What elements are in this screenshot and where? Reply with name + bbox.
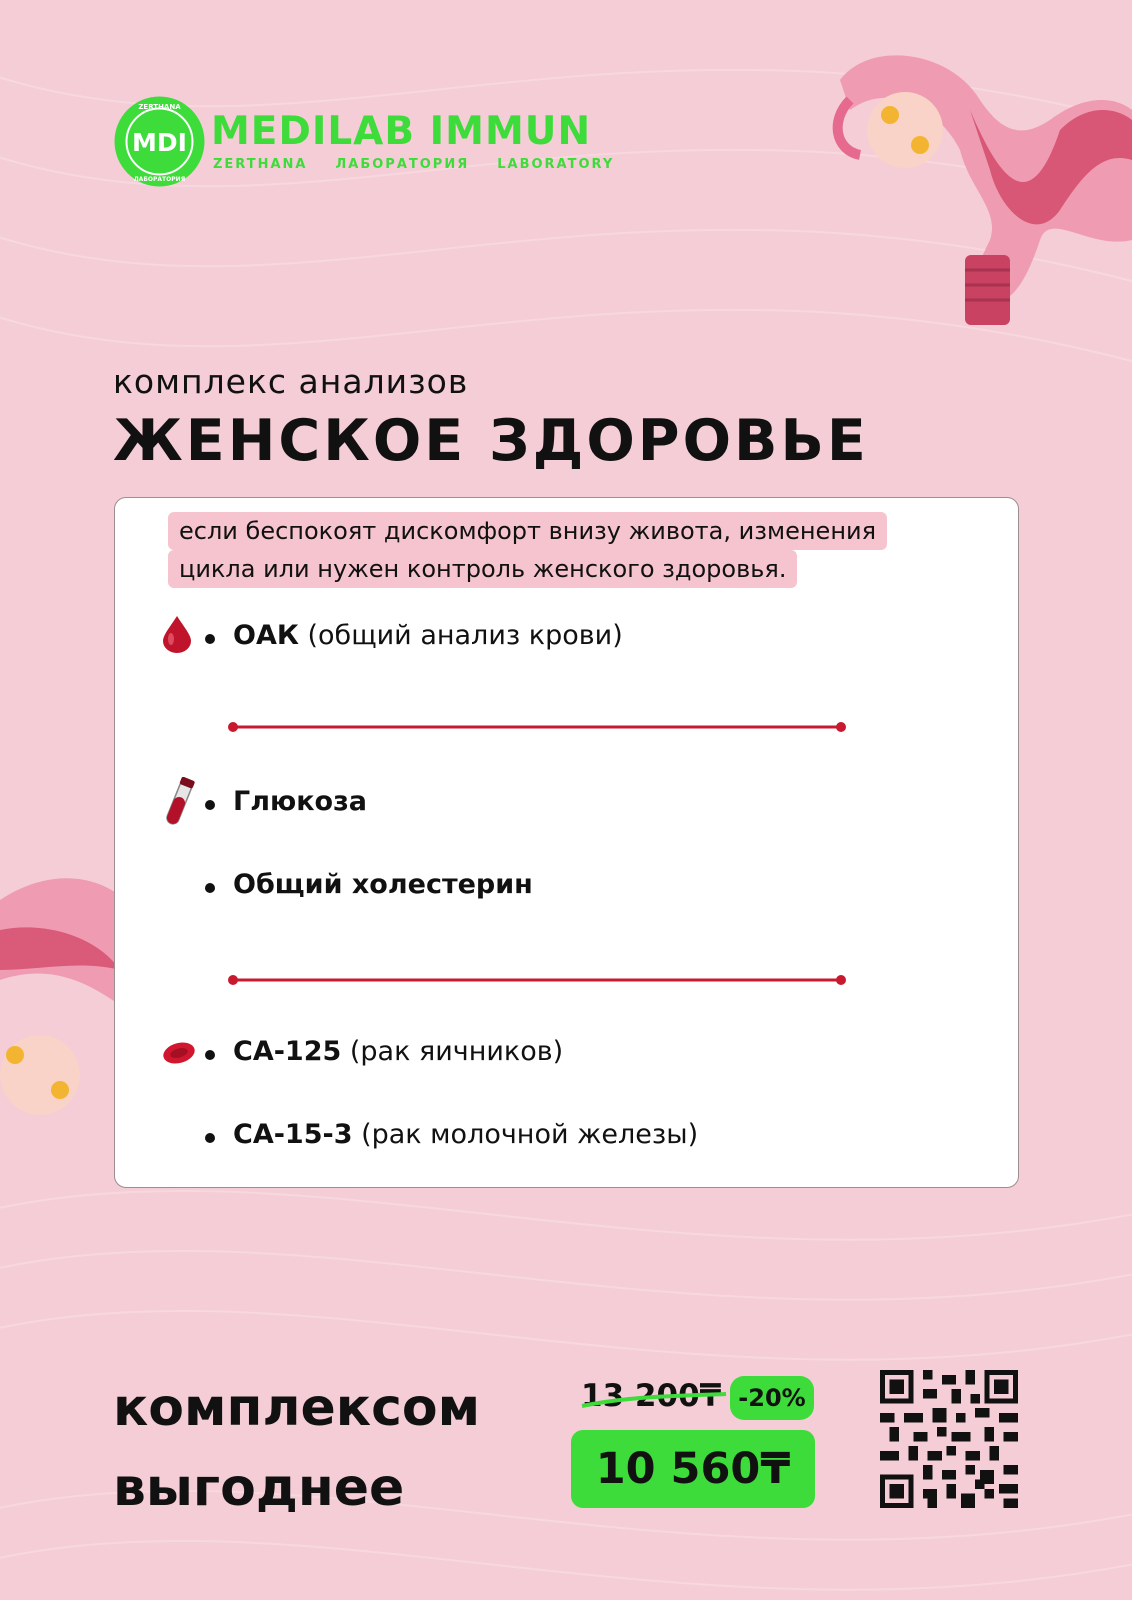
analysis-card	[114, 497, 1019, 1188]
item-desc: (общий анализ крови)	[298, 620, 623, 651]
logo-badge-text: MDI	[132, 128, 187, 157]
discount-badge: -20%	[730, 1376, 814, 1420]
item-desc: (рак яичников)	[341, 1036, 564, 1067]
cta-line-2: выгоднее	[113, 1458, 405, 1518]
blood-drop-icon	[162, 615, 192, 653]
qr-code-icon[interactable]	[880, 1370, 1018, 1508]
logo-ring-top: ZERTHANA	[138, 103, 181, 111]
brand-sub-1: ZERTHANA	[213, 157, 308, 172]
page-title: ЖЕНСКОЕ ЗДОРОВЬЕ	[113, 408, 869, 474]
list-item-cholesterol	[233, 869, 533, 900]
item-name: CA-125	[233, 1036, 342, 1067]
list-item-oak	[233, 620, 623, 651]
bullet	[205, 1050, 215, 1060]
uterus-illustration	[830, 40, 1132, 330]
logo-badge-icon	[113, 95, 206, 188]
item-name: Общий холестерин	[233, 869, 533, 900]
brand-sub-2: ЛАБОРАТОРИЯ	[335, 157, 470, 172]
logo-ring-bottom: ЛАБОРАТОРИЯ	[133, 176, 186, 183]
brand-sub-3: LABORATORY	[497, 157, 615, 172]
card-note	[168, 512, 887, 588]
bullet	[205, 800, 215, 810]
note-line-2: цикла или нужен контроль женского здоровья.	[168, 550, 797, 588]
bullet	[205, 1133, 215, 1143]
list-item-ca125	[233, 1036, 563, 1067]
list-item-ca153	[233, 1119, 698, 1150]
old-price: 13 200₸	[581, 1378, 722, 1414]
page-subtitle: комплекс анализов	[113, 362, 469, 401]
red-blood-cell-icon	[162, 1041, 196, 1065]
test-tube-icon	[161, 777, 195, 829]
new-price: 10 560₸	[571, 1430, 815, 1508]
item-desc: (рак молочной железы)	[352, 1119, 699, 1150]
item-name: CA-15-3	[233, 1119, 353, 1150]
brand-logo	[113, 95, 673, 190]
divider-2	[227, 974, 847, 986]
cta-text	[113, 1368, 480, 1528]
cta-line-1: комплексом	[113, 1378, 481, 1438]
bullet	[205, 634, 215, 644]
price-strike-line	[580, 1378, 728, 1418]
brand-subtitle	[213, 157, 642, 172]
divider-1	[227, 721, 847, 733]
item-name: Глюкоза	[233, 786, 368, 817]
list-item-glucose	[233, 786, 367, 817]
item-name: ОАК	[233, 620, 299, 651]
bullet	[205, 883, 215, 893]
brand-name: MEDILAB IMMUN	[211, 109, 592, 154]
note-line-1: если беспокоят дискомфорт внизу живота, изменения	[168, 512, 887, 550]
